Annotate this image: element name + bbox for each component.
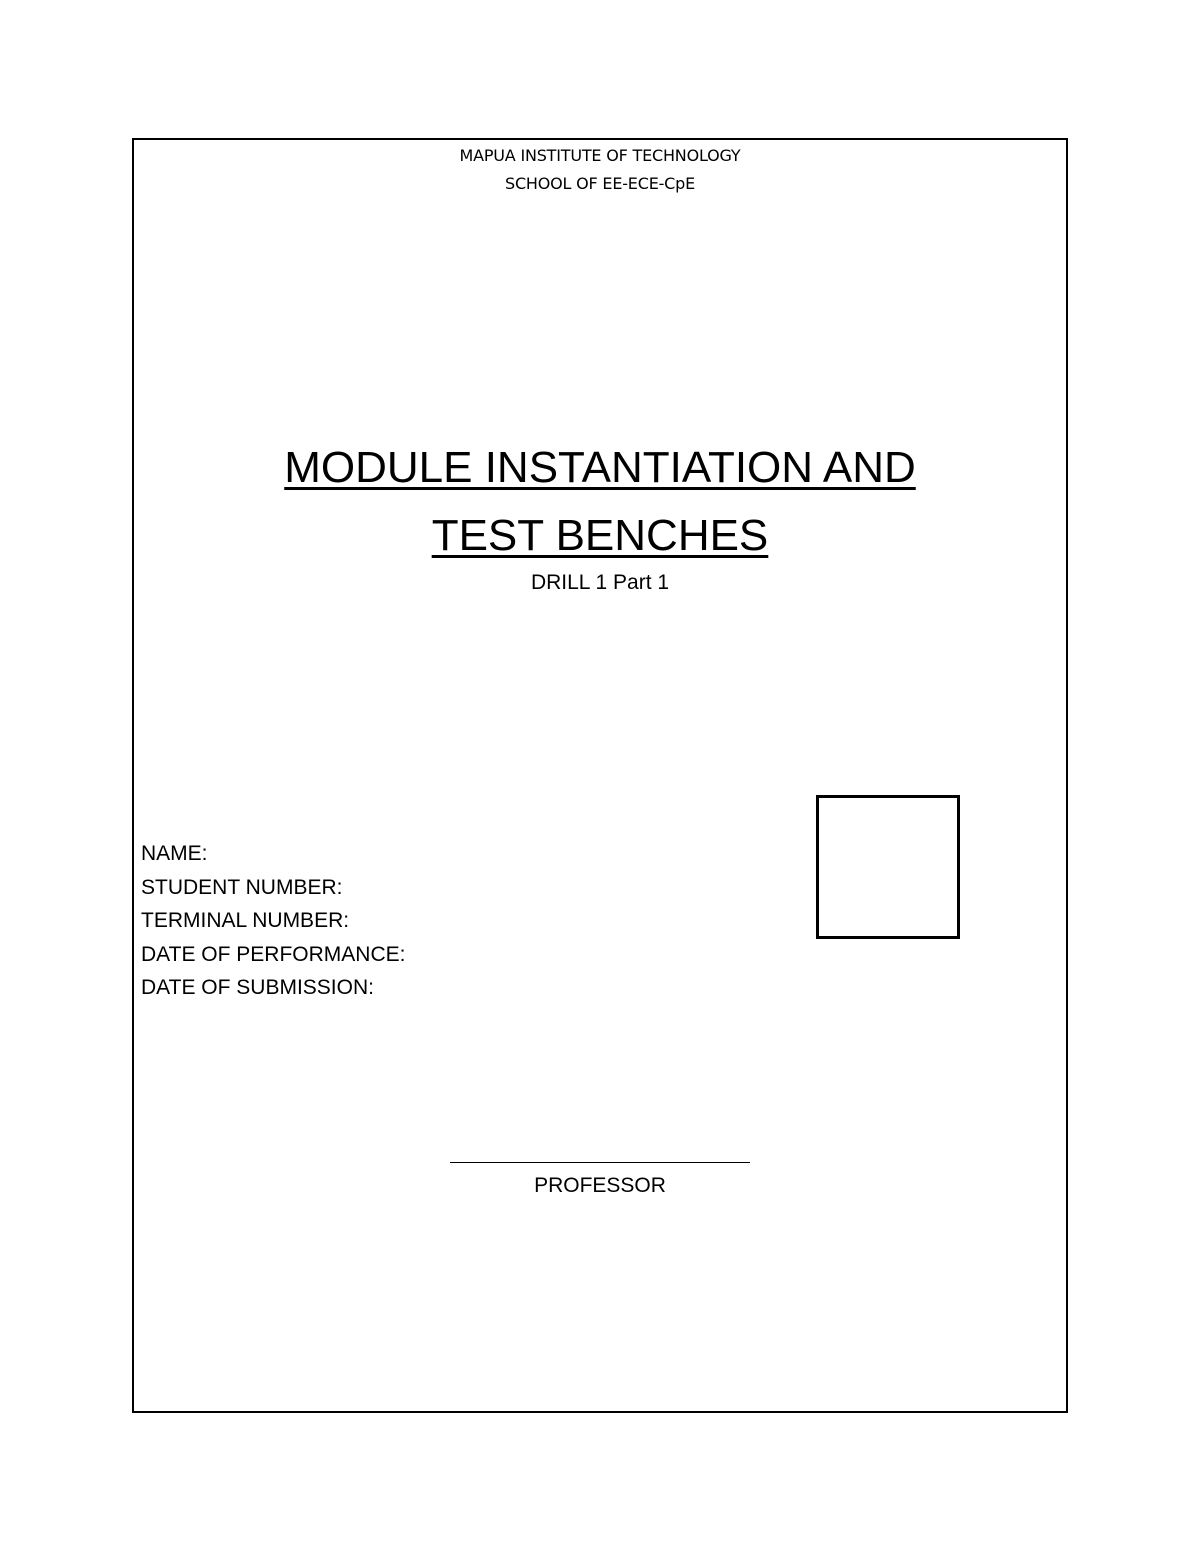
title-line-2-text: TEST BENCHES xyxy=(431,511,769,560)
professor-label: PROFESSOR xyxy=(534,1174,666,1197)
drill-subtitle: DRILL 1 Part 1 xyxy=(530,571,670,594)
field-terminal-number-label: TERMINAL NUMBER: xyxy=(141,909,350,932)
title-line-1-text: MODULE INSTANTIATION AND xyxy=(284,443,916,492)
student-info-fields xyxy=(141,837,405,1005)
field-date-of-submission-label: DATE OF SUBMISSION: xyxy=(141,976,374,999)
title-line-2 xyxy=(0,508,1200,564)
field-student-number-label: STUDENT NUMBER: xyxy=(141,875,343,899)
photo-box xyxy=(816,795,960,939)
signature-line xyxy=(450,1162,750,1163)
title-line-1 xyxy=(0,440,1200,496)
field-name-label: NAME: xyxy=(141,842,208,865)
field-date-of-performance-label: DATE OF PERFORMANCE: xyxy=(141,942,406,966)
institution-name: MAPUA INSTITUTE OF TECHNOLOGY xyxy=(459,146,741,165)
school-name: SCHOOL OF EE-ECE-CpE xyxy=(504,174,696,193)
page-border-frame xyxy=(132,138,1068,1413)
